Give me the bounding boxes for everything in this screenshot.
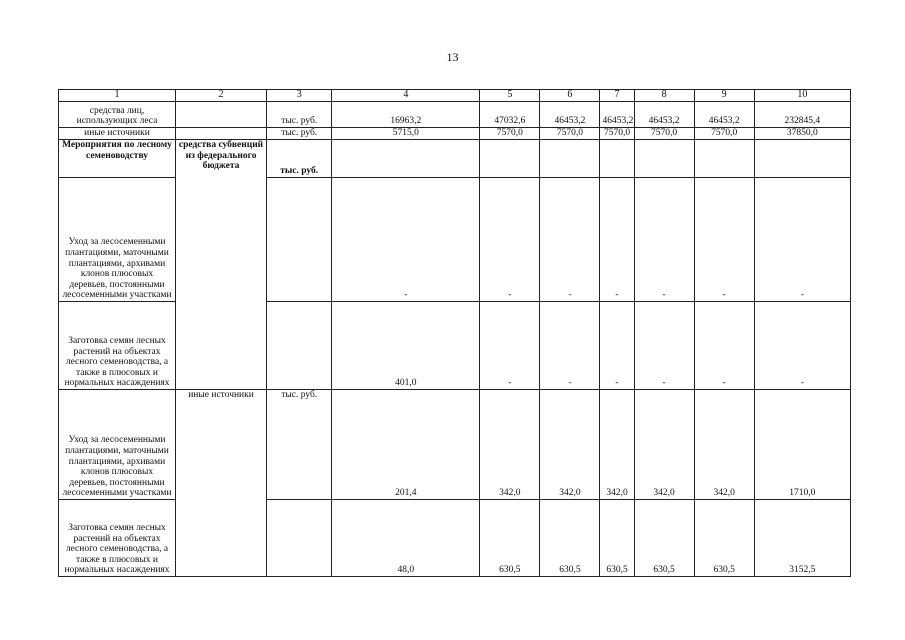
value-cell: - (480, 302, 540, 390)
value-cell: - (634, 178, 694, 302)
col-header: 4 (332, 90, 480, 102)
empty-cell (754, 140, 850, 178)
value-cell: 401,0 (332, 302, 480, 390)
value-cell: 630,5 (694, 500, 754, 577)
empty-cell (600, 140, 634, 178)
empty-cell (267, 500, 332, 577)
row-label: Уход за лесосеменными плантациями, маточными плантациями, архивами клонов плюсовых деревьев, постоянными лесосеменными участками (59, 390, 176, 500)
value-cell: 7570,0 (540, 128, 600, 140)
col-header: 1 (59, 90, 176, 102)
value-cell: - (600, 178, 634, 302)
row-label: иные источники (59, 128, 176, 140)
value-cell: - (540, 302, 600, 390)
col-header: 10 (754, 90, 850, 102)
section-title: Мероприятия по лесному семеноводству (59, 140, 176, 178)
value-cell: 47032,6 (480, 102, 540, 128)
empty-cell (634, 140, 694, 178)
value-cell: - (694, 178, 754, 302)
row-label: Заготовка семян лесных растений на объектах лесного семеноводства, а также в плюсовых и нормальных насаждениях (59, 302, 176, 390)
value-cell: 3152,5 (754, 500, 850, 577)
value-cell: - (332, 178, 480, 302)
value-cell: 630,5 (600, 500, 634, 577)
value-cell: 46453,2 (600, 102, 634, 128)
value-cell: 7570,0 (634, 128, 694, 140)
value-cell: 630,5 (540, 500, 600, 577)
value-cell: - (754, 178, 850, 302)
value-cell: 46453,2 (694, 102, 754, 128)
value-cell: 630,5 (480, 500, 540, 577)
empty-cell (540, 140, 600, 178)
empty-cell (175, 128, 266, 140)
funding-source: средства субвенций из федерального бюджета (175, 140, 266, 390)
value-cell: - (600, 302, 634, 390)
value-cell: 7570,0 (600, 128, 634, 140)
value-cell: - (754, 302, 850, 390)
empty-cell (267, 302, 332, 390)
value-cell: 1710,0 (754, 390, 850, 500)
empty-cell (175, 102, 266, 128)
value-cell: - (694, 302, 754, 390)
value-cell: 46453,2 (540, 102, 600, 128)
value-cell: 201,4 (332, 390, 480, 500)
value-cell: 48,0 (332, 500, 480, 577)
col-header: 7 (600, 90, 634, 102)
value-cell: 342,0 (540, 390, 600, 500)
value-cell: 342,0 (694, 390, 754, 500)
unit-cell: тыс. руб. (267, 102, 332, 128)
empty-cell (332, 140, 480, 178)
value-cell: 630,5 (634, 500, 694, 577)
value-cell: - (634, 302, 694, 390)
empty-cell (480, 140, 540, 178)
empty-cell (694, 140, 754, 178)
col-header: 5 (480, 90, 540, 102)
page-number: 13 (446, 50, 459, 64)
value-cell: 342,0 (480, 390, 540, 500)
section-row (59, 140, 851, 178)
col-header: 2 (175, 90, 266, 102)
value-cell: 37850,0 (754, 128, 850, 140)
row-label: средства лиц, использующих леса (59, 102, 176, 128)
value-cell: 342,0 (600, 390, 634, 500)
value-cell: 5715,0 (332, 128, 480, 140)
value-cell: 7570,0 (480, 128, 540, 140)
data-table (58, 89, 851, 577)
unit-cell: тыс. руб. (267, 390, 332, 500)
value-cell: 342,0 (634, 390, 694, 500)
value-cell: - (480, 178, 540, 302)
value-cell: - (540, 178, 600, 302)
empty-cell (267, 178, 332, 302)
col-header: 9 (694, 90, 754, 102)
row-label: Заготовка семян лесных растений на объектах лесного семеноводства, а также в плюсовых и нормальных насаждениях (59, 500, 176, 577)
table-row (59, 102, 851, 128)
row-label: Уход за лесосеменными плантациями, маточными плантациями, архивами клонов плюсовых деревьев, постоянными лесосеменными участками (59, 178, 176, 302)
col-header: 8 (634, 90, 694, 102)
unit-cell: тыс. руб. (267, 140, 332, 178)
value-cell: 46453,2 (634, 102, 694, 128)
funding-source: иные источники (175, 390, 266, 577)
table-row (59, 390, 851, 500)
col-header: 3 (267, 90, 332, 102)
column-number-row (59, 90, 851, 102)
col-header: 6 (540, 90, 600, 102)
value-cell: 7570,0 (694, 128, 754, 140)
value-cell: 232845,4 (754, 102, 850, 128)
value-cell: 16963,2 (332, 102, 480, 128)
table-row (59, 128, 851, 140)
unit-cell: тыс. руб. (267, 128, 332, 140)
